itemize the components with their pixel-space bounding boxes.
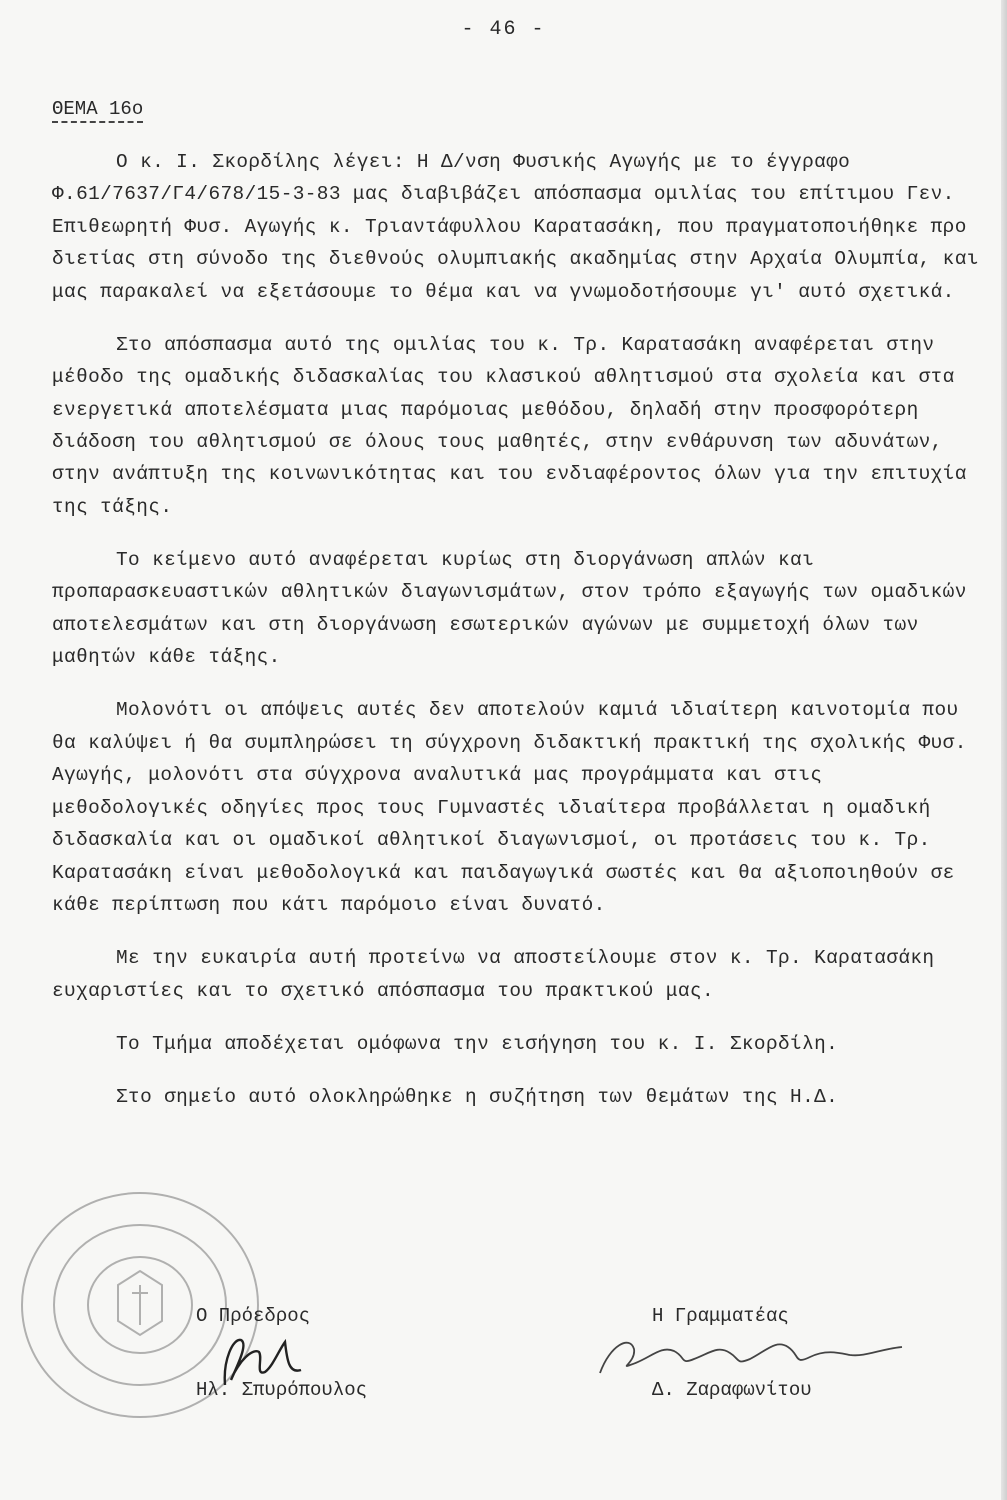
page-number: - 46 -	[461, 18, 546, 41]
paragraph-7: Στο σημείο αυτό ολοκληρώθηκε η συζήτηση των θεμάτων της Η.Δ.	[116, 1085, 839, 1108]
signature-block	[0, 1305, 1007, 1425]
paragraph-1: Ο κ. Ι. Σκορδίλης λέγει: Η Δ/νση Φυσικής Αγωγής με το έγγραφο Φ.61/7637/Γ4/678/15-3-83 μας διαβιβάζει απόσπασμα ομιλίας του επίτιμου Γεν. Επιθεωρητή Φυσ. Αγωγής κ. Τριαντάφυλλου Καρατασάκη, που πραγματοποιήθηκε προ διετίας στη σύνοδο της διεθνούς ολυμπιακής ακαδημίας στην Αρχαία Ολυμπία, και μας παρακαλεί να εξετάσουμε το θέμα και να γνωμοδοτήσουμε γι' αυτό σχετικά.	[52, 151, 979, 303]
chairman-name: Ηλ. Σπυρόπουλος	[196, 1379, 368, 1401]
paragraph-2: Στο απόσπασμα αυτό της ομιλίας του κ. Τρ. Καρατασάκη αναφέρεται στην μέθοδο της ομαδικής διδασκαλίας του κλασικού αθλητισμού στα σχολεία και στα ενεργετικά αποτελέσματα μιας παρόμοιας μεθόδου, δηλαδή στην προσφορότερη διάδοση του αθλητισμού σε όλους τους μαθητές, στην ενθάρυνση των αδυνάτων, στην ανάπτυξη της κοινωνικότητας και του ενδιαφέροντος όλων για την επιτυχία της τάξης.	[52, 333, 967, 518]
paragraph-4: Μολονότι οι απόψεις αυτές δεν αποτελούν καμιά ιδιαίτερη καινοτομία που θα καλύψει ή θα συμπληρώσει τη σύγχρονη διδακτική πρακτική της σχολικής Φυσ. Αγωγής, μολονότι στα σύγχρονα αναλυτικά μας προγράμματα και στις μεθοδολογικές οδηγίες προς τους Γυμναστές ιδιαίτερα προβάλλεται η ομαδική διδασκαλία και οι ομαδικοί αθλητικοί διαγωνισμοί, οι προτάσεις του κ. Τρ. Καρατασάκη είναι μεθοδολογικά και παιδαγωγικά σωστές και θα αξιοποιηθούν σε κάθε περίπτωση που κάτι παρόμοιο είναι δυνατό.	[52, 699, 967, 916]
document-body	[52, 146, 982, 1134]
section-heading: ΘΕΜΑ 16ο	[52, 98, 143, 123]
page-edge-shadow	[1001, 0, 1007, 1500]
paragraph-3: Το κείμενο αυτό αναφέρεται κυρίως στη διοργάνωση απλών και προπαρασκευαστικών αθλητικών διαγωνισμάτων, στον τρόπο εξαγωγής των ομαδικών αποτελεσμάτων και στη διοργάνωση εσωτερικών αγώνων με συμμετοχή όλων των μαθητών κάθε τάξης.	[52, 549, 967, 669]
secretary-title: Η Γραμματέας	[652, 1305, 789, 1327]
chairman-signature	[205, 1330, 325, 1390]
chairman-title: Ο Πρόεδρος	[196, 1305, 311, 1327]
paragraph-6: Το Τμήμα αποδέχεται ομόφωνα την εισήγηση του κ. Ι. Σκορδίλη.	[116, 1032, 839, 1055]
secretary-name: Δ. Ζαραφωνίτου	[652, 1379, 812, 1401]
secretary-signature	[590, 1325, 920, 1385]
paragraph-5: Με την ευκαιρία αυτή προτείνω να αποστείλουμε στον κ. Τρ. Καρατασάκη ευχαριστίες και το σχετικό απόσπασμα του πρακτικού μας.	[52, 947, 935, 1002]
